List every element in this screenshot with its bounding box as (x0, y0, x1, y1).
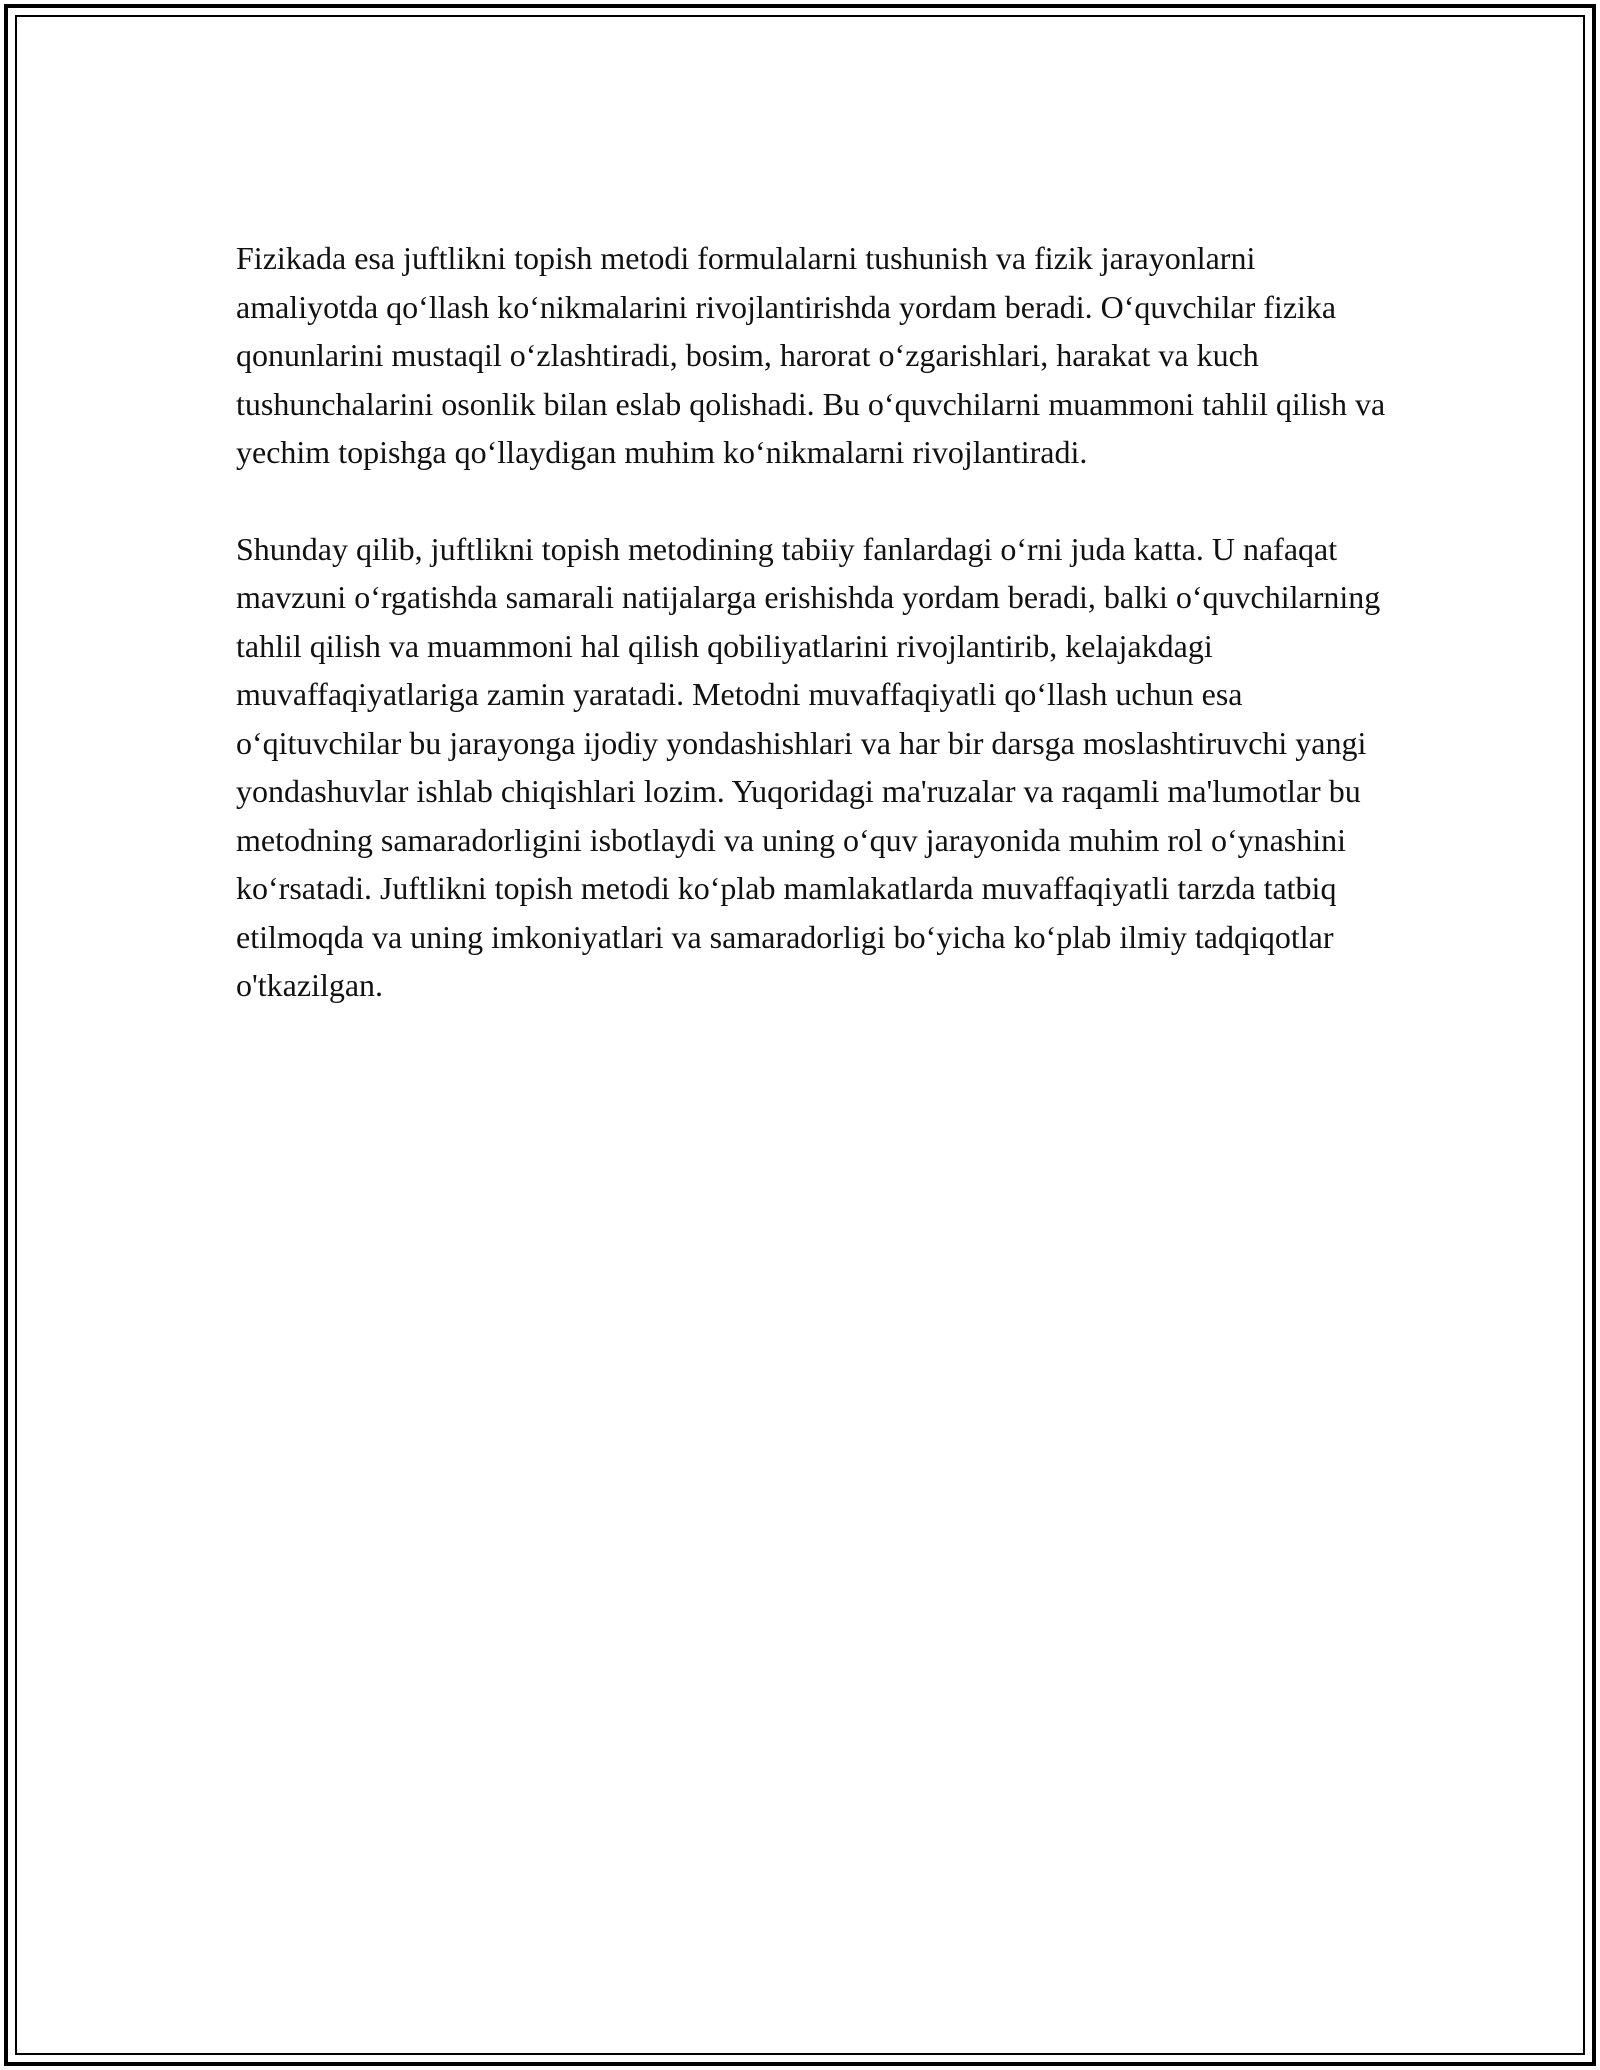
paragraph-conclusion: Shunday qilib, juftlikni topish metodining tabiiy fanlardagi o‘rni juda katta. U nafaqat mavzuni o‘rgatishda samarali natijalarga erishishda yordam beradi, balki o‘quvchilarning tahlil qilish va muammoni hal qilish qobiliyatlarini rivojlantirib, kelajakdagi muvaffaqiyatlariga zamin yaratadi. Metodni muvaffaqiyatli qo‘llash uchun esa o‘qituvchilar bu jarayonga ijodiy yondashishlari va har bir darsga moslashtiruvchi yangi yondashuvlar ishlab chiqishlari lozim. Yuqoridagi ma'ruzalar va raqamli ma'lumotlar bu metodning samaradorligini isbotlaydi va uning o‘quv jarayonida muhim rol o‘ynashini ko‘rsatadi. Juftlikni topish metodi ko‘plab mamlakatlarda muvaffaqiyatli tarzda tatbiq etilmoqda va uning imkoniyatlari va samaradorligi bo‘yicha ko‘plab ilmiy tadqiqotlar o'tkazilgan. (236, 530, 1381, 1003)
document-body (236, 234, 1386, 1010)
paragraph-physics: Fizikada esa juftlikni topish metodi formulalarni tushunish va fizik jarayonlarni amaliyotda qo‘llash ko‘nikmalarini rivojlantirishda yordam beradi. O‘quvchilar fizika qonunlarini mustaqil o‘zlashtiradi, bosim, harorat o‘zgarishlari, harakat va kuch tushunchalarini osonlik bilan eslab qolishadi. Bu o‘quvchilarni muammoni tahlil qilish va yechim topishga qo‘llaydigan muhim ko‘nikmalarni rivojlantiradi. (236, 240, 1386, 470)
